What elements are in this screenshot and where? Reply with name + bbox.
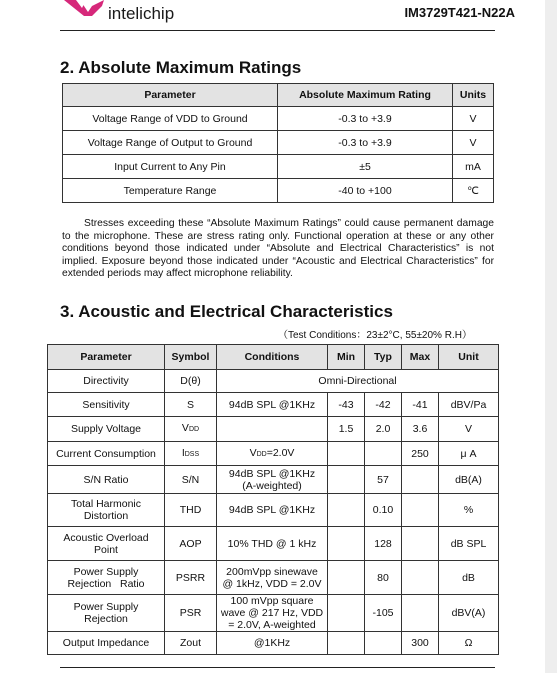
cond-line: wave @ 217 Hz, VDD bbox=[220, 607, 324, 619]
typ-cell: -105 bbox=[365, 595, 402, 632]
conditions-cell: 94dB SPL @1KHz bbox=[217, 393, 328, 417]
column-header: Min bbox=[328, 345, 365, 370]
scrollbar-track[interactable] bbox=[545, 0, 557, 673]
cond-line: @ 1kHz, VDD = 2.0V bbox=[222, 577, 322, 590]
table-cell: -0.3 to +3.9 bbox=[278, 107, 453, 131]
table-cell: -40 to +100 bbox=[278, 179, 453, 203]
symbol-cell bbox=[165, 417, 217, 442]
test-conditions: （Test Conditions：23±2°C, 55±20% R.H） bbox=[278, 330, 472, 341]
table-cell: V bbox=[453, 107, 494, 131]
symbol-cell: PSR bbox=[165, 595, 217, 632]
conditions-cell bbox=[217, 561, 328, 595]
typ-cell: 128 bbox=[365, 527, 402, 561]
table-row bbox=[48, 370, 499, 393]
param-cell: Output Impedance bbox=[48, 632, 165, 655]
min-cell: 1.5 bbox=[328, 417, 365, 442]
min-cell: -43 bbox=[328, 393, 365, 417]
max-cell bbox=[402, 466, 439, 494]
param-cell: Current Consumption bbox=[48, 442, 165, 466]
table-cell: V bbox=[453, 131, 494, 155]
column-header: Absolute Maximum Rating bbox=[278, 84, 453, 107]
symbol-cell: Zout bbox=[165, 632, 217, 655]
unit-cell: μ A bbox=[439, 442, 499, 466]
table-cell: -0.3 to +3.9 bbox=[278, 131, 453, 155]
max-cell: 300 bbox=[402, 632, 439, 655]
unit-cell: dB bbox=[439, 561, 499, 595]
table-row bbox=[48, 466, 499, 494]
symbol-subscript: DSS bbox=[184, 450, 200, 458]
table-header-row bbox=[48, 345, 499, 370]
min-cell bbox=[328, 632, 365, 655]
max-cell bbox=[402, 494, 439, 527]
acoustic-electrical-table bbox=[47, 344, 499, 655]
typ-cell: 80 bbox=[365, 561, 402, 595]
column-header: Parameter bbox=[48, 345, 165, 370]
symbol-cell: D(θ) bbox=[165, 370, 217, 393]
conditions-cell: 10% THD @ 1 kHz bbox=[217, 527, 328, 561]
param-line: Distortion bbox=[83, 510, 129, 522]
table-header-row bbox=[63, 84, 494, 107]
param-line: Acoustic Overload bbox=[63, 531, 149, 544]
unit-cell: dBV/Pa bbox=[439, 393, 499, 417]
column-header: Units bbox=[453, 84, 494, 107]
typ-cell bbox=[365, 632, 402, 655]
page-header bbox=[0, 0, 545, 30]
max-cell bbox=[402, 527, 439, 561]
symbol-cell: PSRR bbox=[165, 561, 217, 595]
param-line: Power Supply bbox=[73, 565, 139, 578]
cond-line: 94dB SPL @1KHz bbox=[228, 467, 316, 480]
min-cell bbox=[328, 442, 365, 466]
max-cell: -41 bbox=[402, 393, 439, 417]
max-cell: 3.6 bbox=[402, 417, 439, 442]
conditions-cell bbox=[217, 595, 328, 632]
typ-cell: 57 bbox=[365, 466, 402, 494]
section-title-acoustic: 3. Acoustic and Electrical Characteristics bbox=[60, 302, 393, 321]
min-cell bbox=[328, 494, 365, 527]
cond-line: = 2.0V, A-weighted bbox=[228, 619, 316, 631]
stress-note-paragraph: Stresses exceeding these “Absolute Maximum Ratings” could cause permanent damage to the microphone. These are stress rating only. Functional operation at these or any other conditions beyond those indicated under “Absolute and Electrical Characteristics” is not implied. Exposure beyond those indicated under “Acoustic and Electrical Characteristics” for extended periods may affect microphone reliability. bbox=[62, 218, 494, 279]
param-cell bbox=[48, 494, 165, 527]
unit-cell: % bbox=[439, 494, 499, 527]
table-cell: Temperature Range bbox=[63, 179, 278, 203]
param-cell bbox=[48, 561, 165, 595]
table-row bbox=[63, 179, 494, 203]
symbol-cell: S/N bbox=[165, 466, 217, 494]
column-header: Conditions bbox=[217, 345, 328, 370]
symbol-text: V bbox=[181, 422, 189, 434]
conditions-cell: 94dB SPL @1KHz bbox=[217, 494, 328, 527]
column-header: Max bbox=[402, 345, 439, 370]
table-row bbox=[48, 442, 499, 466]
max-cell bbox=[402, 595, 439, 632]
cond-subscript: DD bbox=[256, 450, 267, 458]
cond-text: V bbox=[249, 446, 257, 459]
table-row bbox=[48, 417, 499, 442]
table-row bbox=[48, 393, 499, 417]
max-cell: 250 bbox=[402, 442, 439, 466]
column-header: Parameter bbox=[63, 84, 278, 107]
table-row bbox=[48, 561, 499, 595]
table-cell: Voltage Range of VDD to Ground bbox=[63, 107, 278, 131]
param-line: Total Harmonic bbox=[70, 498, 142, 510]
symbol-text: I bbox=[181, 446, 185, 459]
table-row bbox=[63, 107, 494, 131]
intelichip-logo-icon bbox=[62, 0, 106, 18]
table-cell: Input Current to Any Pin bbox=[63, 155, 278, 179]
conditions-cell: @1KHz bbox=[217, 632, 328, 655]
param-line: Rejection Ratio bbox=[67, 577, 145, 590]
cond-line: 200mVpp sinewave bbox=[226, 565, 318, 578]
param-line: Rejection bbox=[84, 613, 128, 625]
table-cell: ±5 bbox=[278, 155, 453, 179]
cond-line: 100 mVpp square bbox=[230, 595, 314, 607]
symbol-subscript: DD bbox=[188, 426, 200, 433]
min-cell bbox=[328, 595, 365, 632]
param-cell: S/N Ratio bbox=[48, 466, 165, 494]
unit-cell: dBV(A) bbox=[439, 595, 499, 632]
unit-cell: V bbox=[439, 417, 499, 442]
unit-cell: Ω bbox=[439, 632, 499, 655]
min-cell bbox=[328, 561, 365, 595]
typ-cell: 2.0 bbox=[365, 417, 402, 442]
min-cell bbox=[328, 527, 365, 561]
header-divider bbox=[60, 30, 495, 31]
typ-cell: 0.10 bbox=[365, 494, 402, 527]
symbol-cell: S bbox=[165, 393, 217, 417]
unit-cell: dB SPL bbox=[439, 527, 499, 561]
param-cell bbox=[48, 527, 165, 561]
column-header: Unit bbox=[439, 345, 499, 370]
table-row bbox=[48, 494, 499, 527]
brand-name: intelichip bbox=[108, 4, 175, 23]
param-cell bbox=[48, 595, 165, 632]
table-row bbox=[48, 595, 499, 632]
table-cell: ℃ bbox=[453, 179, 494, 203]
column-header: Typ bbox=[365, 345, 402, 370]
param-cell: Sensitivity bbox=[48, 393, 165, 417]
symbol-cell bbox=[165, 442, 217, 466]
table-row bbox=[63, 131, 494, 155]
table-row bbox=[48, 632, 499, 655]
conditions-cell bbox=[217, 466, 328, 494]
param-cell: Supply Voltage bbox=[48, 417, 165, 442]
cond-text: =2.0V bbox=[266, 446, 295, 459]
document-id: IM3729T421-N22A bbox=[404, 5, 515, 20]
section-title-absolute-max: 2. Absolute Maximum Ratings bbox=[60, 58, 302, 77]
footer-divider bbox=[60, 667, 495, 668]
symbol-cell: AOP bbox=[165, 527, 217, 561]
symbol-cell: THD bbox=[165, 494, 217, 527]
value-cell: Omni-Directional bbox=[217, 370, 499, 393]
table-row bbox=[48, 527, 499, 561]
column-header: Symbol bbox=[165, 345, 217, 370]
param-cell: Directivity bbox=[48, 370, 165, 393]
conditions-cell bbox=[217, 442, 328, 466]
min-cell bbox=[328, 466, 365, 494]
unit-cell: dB(A) bbox=[439, 466, 499, 494]
typ-cell: -42 bbox=[365, 393, 402, 417]
param-line: Point bbox=[94, 543, 118, 556]
param-line: Power Supply bbox=[73, 601, 139, 613]
table-row bbox=[63, 155, 494, 179]
typ-cell bbox=[365, 442, 402, 466]
table-cell: Voltage Range of Output to Ground bbox=[63, 131, 278, 155]
max-cell bbox=[402, 561, 439, 595]
conditions-cell bbox=[217, 417, 328, 442]
cond-line: (A-weighted) bbox=[242, 479, 302, 492]
absolute-max-table bbox=[62, 83, 494, 203]
table-cell: mA bbox=[453, 155, 494, 179]
